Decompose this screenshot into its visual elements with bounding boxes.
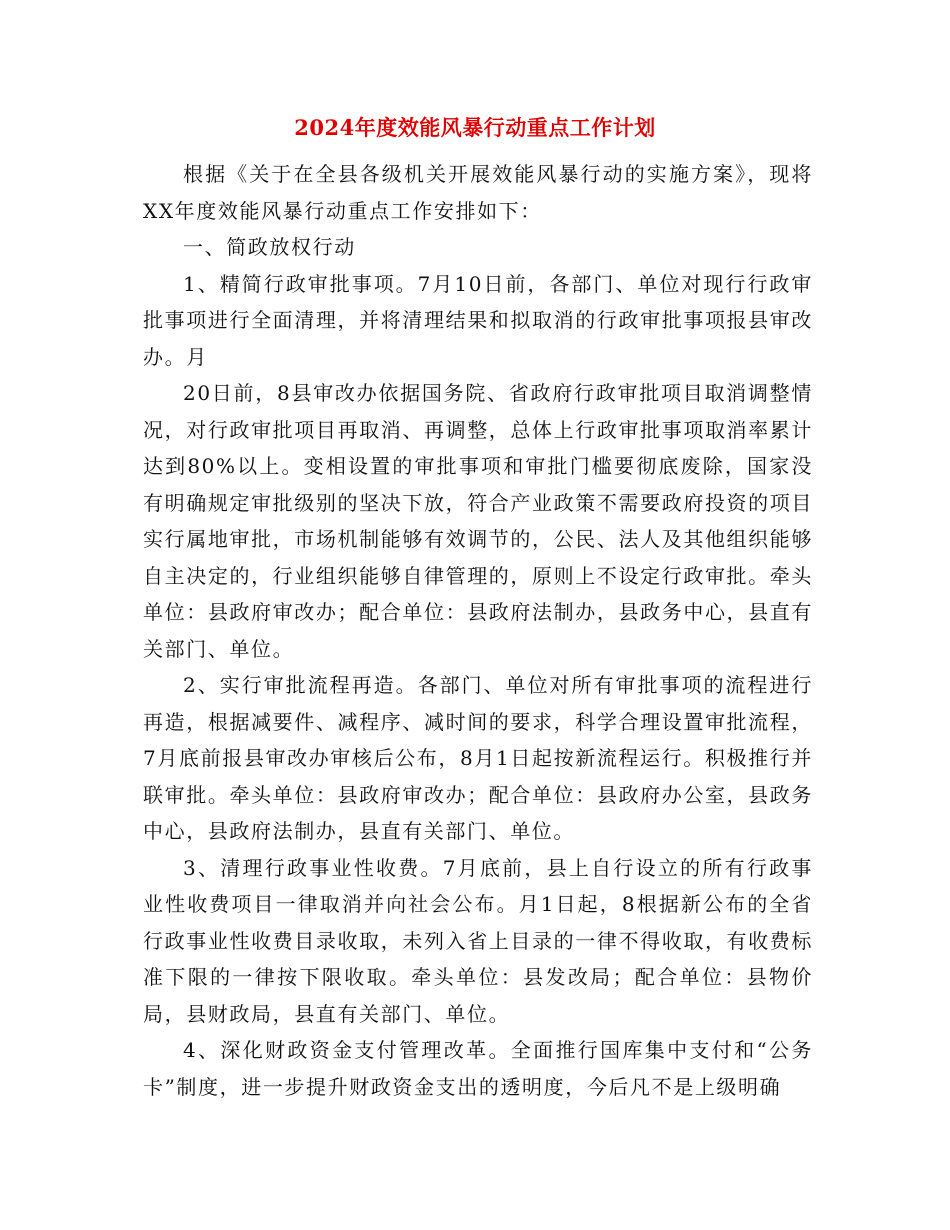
paragraph-item-1-continued: 20日前，8县审改办依据国务院、省政府行政审批项目取消调整情况，对行政审批项目再取消、再调整，总体上行政审批事项取消率累计达到80%以上。变相设置的审批事项和审批门槛要彻底废除，国家没有明确规定审批级别的坚决下放，符合产业政策不需要政府投资的项目实行属地审批，市场机制能够有效调节的，公民、法人及其他组织能够自主决定的，行业组织能够自律管理的，原则上不设定行政审批。牵头单位：县政府审改办；配合单位：县政府法制办，县政务中心，县直有关部门、单位。: [143, 381, 813, 661]
paragraph-intro: 根据《关于在全县各级机关开展效能风暴行动的实施方案》，现将XX年度效能风暴行动重点工作安排如下：: [143, 162, 813, 223]
paragraph-item-3: 3、清理行政事业性收费。7月底前，县上自行设立的所有行政事业性收费项目一律取消并向社会公布。月1日起，8根据新公布的全省行政事业性收费目录收取，未列入省上目录的一律不得收取，有收费标准下限的一律按下限收取。牵头单位：县发改局；配合单位：县物价局，县财政局，县直有关部门、单位。: [143, 855, 813, 1026]
paragraph-item-4: 4、深化财政资金支付管理改革。全面推行国库集中支付和“公务卡”制度，进一步提升财政资金支出的透明度，今后凡不是上级明确: [143, 1038, 813, 1099]
document-title: 2024年度效能风暴行动重点工作计划: [294, 115, 656, 140]
document-body: [143, 156, 813, 1105]
paragraph-item-1: 1、精简行政审批事项。7月10日前，各部门、单位对现行行政审批事项进行全面清理，并将清理结果和拟取消的行政审批事项报县审改办。月: [143, 271, 813, 369]
paragraph-item-2: 2、实行审批流程再造。各部门、单位对所有审批事项的流程进行再造，根据减要件、减程序、减时间的要求，科学合理设置审批流程，7月底前报县审改办审核后公布，8月1日起按新流程运行。积极推行并联审批。牵头单位：县政府审改办；配合单位：县政府办公室，县政务中心，县政府法制办，县直有关部门、单位。: [143, 673, 813, 843]
section-heading: 一、简政放权行动: [183, 235, 356, 259]
